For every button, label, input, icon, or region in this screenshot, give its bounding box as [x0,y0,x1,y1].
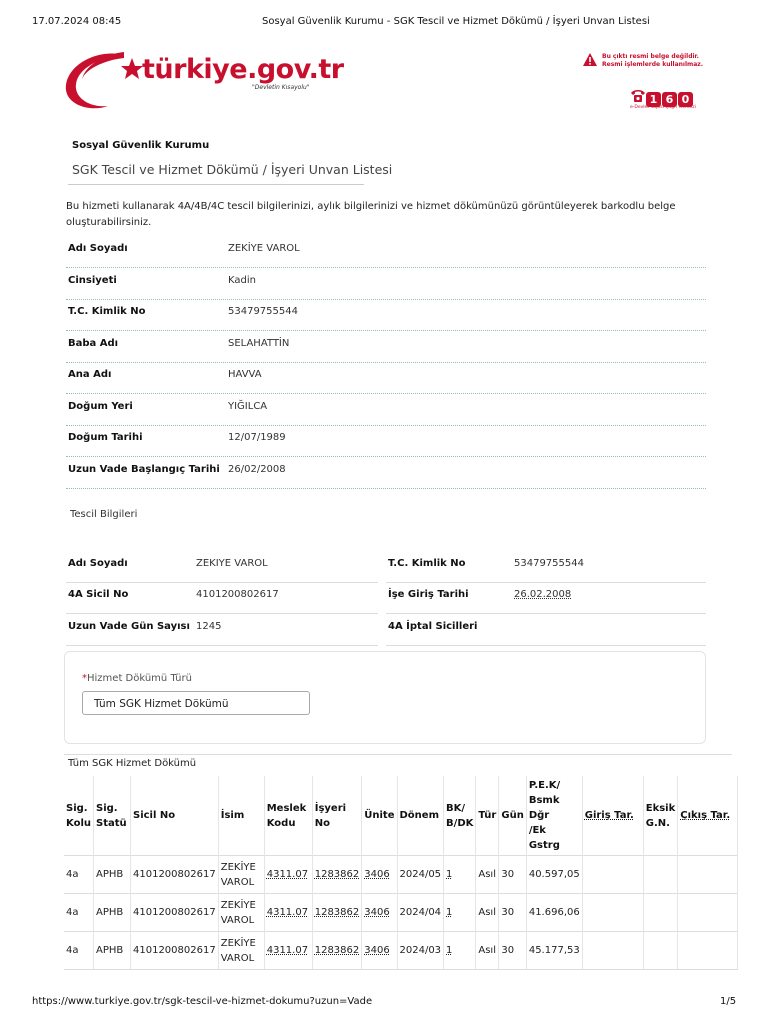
tescil-value: 1245 [196,621,222,632]
person-row [66,236,706,268]
col-header: Sig. Statü [94,776,131,856]
person-row [66,362,706,394]
table-header-row [64,776,738,856]
cell-bk[interactable]: 1 [444,932,476,970]
person-row-label: Doğum Yeri [68,401,133,412]
page-title: SGK Tescil ve Hizmet Dökümü / İşyeri Unvan Listesi [72,162,393,177]
cell-giris-tar [582,894,643,932]
notice-line-2: Resmi işlemlerde kullanılmaz. [602,61,704,68]
cell-tur: Asıl [476,856,499,894]
col-header: Tür [476,776,499,856]
person-row [66,394,706,426]
cell-eksik-gn [643,856,678,894]
person-row [66,425,706,457]
tescil-value: 4101200802617 [196,589,279,600]
cell-isyeri-no[interactable]: 1283862 [312,932,362,970]
warning-icon [582,52,598,67]
table-row [64,894,738,932]
cell-cikis-tar [678,894,738,932]
tescil-row [66,582,378,614]
cell-donem: 2024/05 [397,856,444,894]
col-header: Sicil No [131,776,219,856]
title-divider [68,184,364,185]
table-caption: Tüm SGK Hizmet Dökümü [68,758,197,769]
cell-unite[interactable]: 3406 [362,894,397,932]
cell-sig-statu: APHB [94,894,131,932]
tescil-label: İşe Giriş Tarihi [388,589,469,600]
cell-meslek-kodu[interactable]: 4311.07 [264,856,312,894]
cell-isim: ZEKİYE VAROL [218,856,264,894]
cell-unite[interactable]: 3406 [362,932,397,970]
person-row-label: Cinsiyeti [68,275,117,286]
person-row-label: T.C. Kimlik No [68,306,146,317]
col-header: P.E.K/ Bsmk Dğr /Ek Gstrg [526,776,582,856]
not-official-notice [582,52,722,72]
person-row-label: Doğum Tarihi [68,432,143,443]
org-name: Sosyal Güvenlik Kurumu [72,140,210,151]
print-page-number: 1/5 [720,996,737,1007]
person-row-value: Kadin [228,275,256,286]
alo-digit-2: 6 [662,92,677,107]
table-row [64,932,738,970]
col-header: İsim [218,776,264,856]
turkiye-gov-logo[interactable] [62,48,362,112]
logo-tagline: "Devletin Kısayolu" [252,84,310,91]
cell-isim: ZEKİYE VAROL [218,932,264,970]
cell-giris-tar [582,932,643,970]
cell-meslek-kodu[interactable]: 4311.07 [264,894,312,932]
cell-isim: ZEKİYE VAROL [218,894,264,932]
hizmet-type-label-text: Hizmet Dökümü Türü [87,673,192,684]
cell-cikis-tar [678,856,738,894]
person-row-value: YIĞILCA [228,401,268,412]
tescil-label: 4A İptal Sicilleri [388,621,478,632]
col-header: BK/ B/DK [444,776,476,856]
cell-meslek-kodu[interactable]: 4311.07 [264,932,312,970]
col-header: Gün [499,776,526,856]
cell-sig-kolu: 4a [64,932,94,970]
cell-unite[interactable]: 3406 [362,856,397,894]
col-header: Ünite [362,776,397,856]
cell-sig-kolu: 4a [64,856,94,894]
tescil-label: 4A Sicil No [68,589,129,600]
hizmet-type-label [82,673,192,684]
cell-pek: 41.696,06 [526,894,582,932]
hizmet-filter-panel [64,651,706,744]
cell-isyeri-no[interactable]: 1283862 [312,856,362,894]
cell-gun: 30 [499,932,526,970]
cell-eksik-gn [643,894,678,932]
tescil-row [386,582,706,614]
crescent-star-icon [62,48,152,112]
tescil-row [66,551,378,583]
person-row-value: HAVVA [228,369,262,380]
cell-isyeri-no[interactable]: 1283862 [312,894,362,932]
cell-sicil-no: 4101200802617 [131,856,219,894]
person-row [66,457,706,489]
person-row-value: SELAHATTİN [228,338,290,349]
service-table [64,776,738,970]
alo-digit-3: 0 [678,92,693,107]
notice-line-1: Bu çıktı resmi belge değildir. [602,53,699,60]
tescil-value: ZEKIYE VAROL [196,558,268,569]
tescil-label: T.C. Kimlik No [388,558,466,569]
table-top-border [64,754,732,755]
cell-sig-statu: APHB [94,856,131,894]
cell-tur: Asıl [476,932,499,970]
alo-digit-1: 1 [646,92,661,107]
tescil-value: 26.02.2008 [514,589,572,600]
phone-icon [630,88,646,103]
col-header: Eksik G.N. [643,776,678,856]
required-mark: * [82,673,87,684]
cell-gun: 30 [499,894,526,932]
print-url: https://www.turkiye.gov.tr/sgk-tescil-ve-hizmet-dokumu?uzun=Vade [32,996,373,1007]
hizmet-type-select[interactable]: Tüm SGK Hizmet Dökümü [82,691,310,715]
cell-gun: 30 [499,856,526,894]
person-row [66,299,706,331]
person-row [66,331,706,363]
person-row-value: 26/02/2008 [228,464,286,475]
cell-pek: 45.177,53 [526,932,582,970]
person-row-value: ZEKİYE VAROL [228,243,300,254]
tescil-row [386,551,706,583]
cell-pek: 40.597,05 [526,856,582,894]
print-doc-title: Sosyal Güvenlik Kurumu - SGK Tescil ve Hizmet Dökümü / İşyeri Unvan Listesi [262,16,650,27]
col-header: Çıkış Tar. [678,776,738,856]
cell-bk[interactable]: 1 [444,856,476,894]
intro-text: Bu hizmeti kullanarak 4A/4B/4C tescil bilgilerinizi, aylık bilgilerinizi ve hizmet dökümünüzü görüntüleyerek barkodlu belge oluşturabilirsiniz. [66,201,676,228]
cell-giris-tar [582,856,643,894]
cell-sig-kolu: 4a [64,894,94,932]
print-datetime: 17.07.2024 08:45 [32,16,122,27]
table-row [64,856,738,894]
tescil-row [66,614,378,646]
person-row-label: Baba Adı [68,338,119,349]
alo-caption: e-Devlet Kapısı Çağrı Merkezi [630,105,696,110]
cell-donem: 2024/04 [397,894,444,932]
tescil-label: Uzun Vade Gün Sayısı [68,621,190,632]
person-row-value: 12/07/1989 [228,432,286,443]
cell-sicil-no: 4101200802617 [131,894,219,932]
tescil-label: Adı Soyadı [68,558,128,569]
cell-eksik-gn [643,932,678,970]
col-header: Meslek Kodu [264,776,312,856]
col-header: Giriş Tar. [582,776,643,856]
cell-tur: Asıl [476,894,499,932]
cell-cikis-tar [678,932,738,970]
cell-bk[interactable]: 1 [444,894,476,932]
col-header: Dönem [397,776,444,856]
person-row-label: Uzun Vade Başlangıç Tarihi [68,464,220,475]
logo-wordmark: türkiye.gov.tr [142,54,344,85]
person-row-label: Ana Adı [68,369,112,380]
col-header: Sig. Kolu [64,776,94,856]
person-row-value: 53479755544 [228,306,298,317]
tescil-row [386,614,706,646]
call-center-badge[interactable] [630,88,710,114]
tescil-value: 53479755544 [514,558,584,569]
cell-donem: 2024/03 [397,932,444,970]
person-row-label: Adı Soyadı [68,243,128,254]
cell-sicil-no: 4101200802617 [131,932,219,970]
person-row [66,268,706,300]
cell-sig-statu: APHB [94,932,131,970]
col-header: İşyeri No [312,776,362,856]
tescil-section-title: Tescil Bilgileri [70,509,138,520]
